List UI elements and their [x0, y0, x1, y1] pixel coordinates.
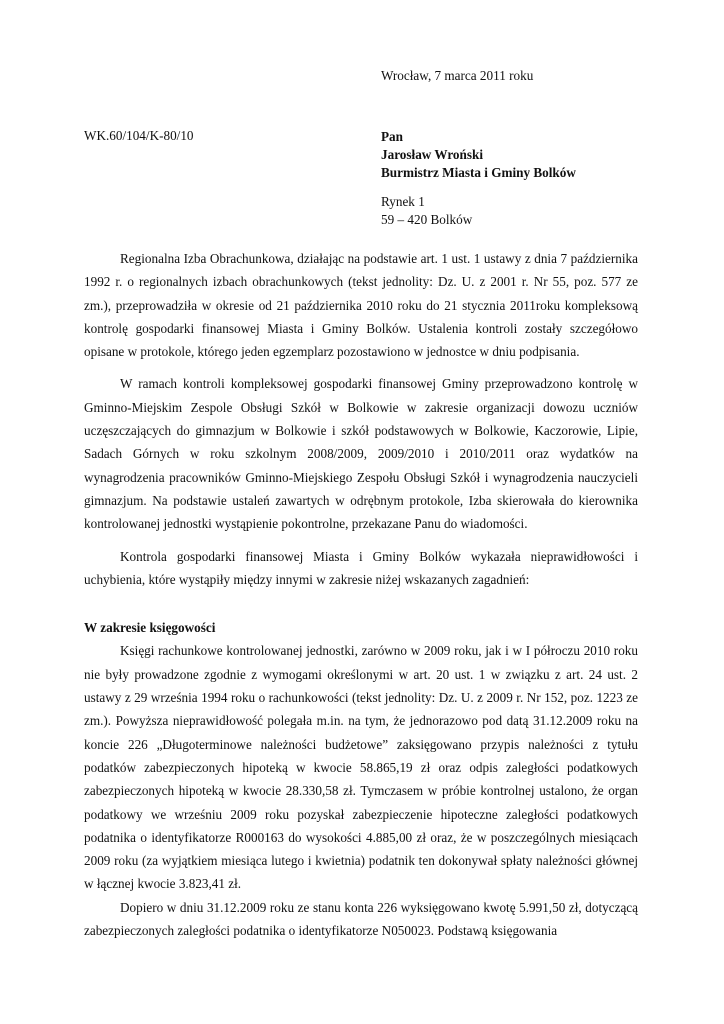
letter-body [84, 247, 638, 942]
body-paragraph: Regionalna Izba Obrachunkowa, działając na podstawie art. 1 ust. 1 ustawy z dnia 7 października 1992 r. o regionalnych izbach obrachunkowych (tekst jednolity: Dz. U. z 2001 r. Nr 55, poz. 577 ze zm.), przeprowadziła w okresie od 21 października 2010 roku do 21 stycznia 2011roku kompleksową kontrolę gospodarki finansowej Miasta i Gminy Bolków. Ustalenia kontroli zostały szczegółowo opisane w protokole, którego jeden egzemplarz pozostawiono w jednostce w dniu podpisania. [84, 251, 638, 360]
section-paragraph: Dopiero w dniu 31.12.2009 roku ze stanu konta 226 wyksięgowano kwotę 5.991,50 zł, dotyczącą zabezpieczonych zaległości podatnika o identyfikatorze N050023. Podstawą księgowania [84, 899, 638, 939]
recipient-street: Rynek 1 [381, 194, 425, 209]
recipient-salutation: Pan [381, 129, 403, 144]
recipient-block [381, 128, 576, 229]
recipient-name: Jarosław Wroński [381, 147, 483, 162]
section-paragraph: Księgi rachunkowe kontrolowanej jednostki, zarówno w 2009 roku, jak i w I półroczu 2010 roku nie były prowadzone zgodnie z wymogami określonymi w art. 20 ust. 1 w związku z art. 24 ust. 2 ustawy z 29 września 1994 roku o rachunkowości (tekst jednolity: Dz. U. z 2009 r. Nr 152, poz. 1223 ze zm.). Powyższa nieprawidłowość polegała m.in. na tym, że jednorazowo pod datą 31.12.2009 roku na koncie 226 „Długoterminowe należności budżetowe” zaksięgowano przypis należności z tytułu podatków zabezpieczonych hipoteką w kwocie 58.865,19 zł oraz odpis zaległości podatkowych zabezpieczonych hipoteką w kwocie 28.330,58 zł. Tymczasem w próbie kontrolnej ustalono, że organ podatkowy we wrześniu 2009 roku pozyskał zabezpieczenie hipoteczne zaległości podatkowych podatnika o identyfikatorze R000163 do wysokości 4.885,00 zł oraz, że w poszczególnych miesiącach 2009 roku (za wyjątkiem miesiąca lutego i kwietnia) podatnik ten dokonywał spłaty należności głównej w łącznej kwocie 3.823,41 zł. [84, 643, 638, 892]
section-heading: W zakresie księgowości [84, 620, 216, 636]
reference-number: WK.60/104/K-80/10 [84, 128, 194, 143]
recipient-title: Burmistrz Miasta i Gminy Bolków [381, 165, 576, 180]
recipient-postal-city: 59 – 420 Bolków [381, 212, 473, 227]
body-paragraph: W ramach kontroli kompleksowej gospodarki finansowej Gminy przeprowadzono kontrolę w Gminno-Miejskim Zespole Obsługi Szkół w Bolkowie w zakresie organizacji dowozu uczniów uczęszczających do gimnazjum w Bolkowie i szkół podstawowych w Bolkowie, Kaczorowie, Lipie, Sadach Górnych w roku szkolnym 2008/2009, 2009/2010 i 2010/2011 oraz wydatków na wynagrodzenia pracowników Gminno-Miejskiego Zespołu Obsługi Szkół i wynagrodzenia nauczycieli gimnazjum. Na podstawie ustaleń zawartych w odrębnym protokole, Izba skierowała do kierownika kontrolowanej jednostki wystąpienie pokontrolne, przekazane Panu do wiadomości. [84, 376, 638, 532]
body-paragraph: Kontrola gospodarki finansowej Miasta i Gminy Bolków wykazała nieprawidłowości i uchybienia, które wystąpiły między innymi w zakresie niżej wskazanych zagadnień: [84, 548, 638, 587]
place-date: Wrocław, 7 marca 2011 roku [381, 68, 534, 83]
